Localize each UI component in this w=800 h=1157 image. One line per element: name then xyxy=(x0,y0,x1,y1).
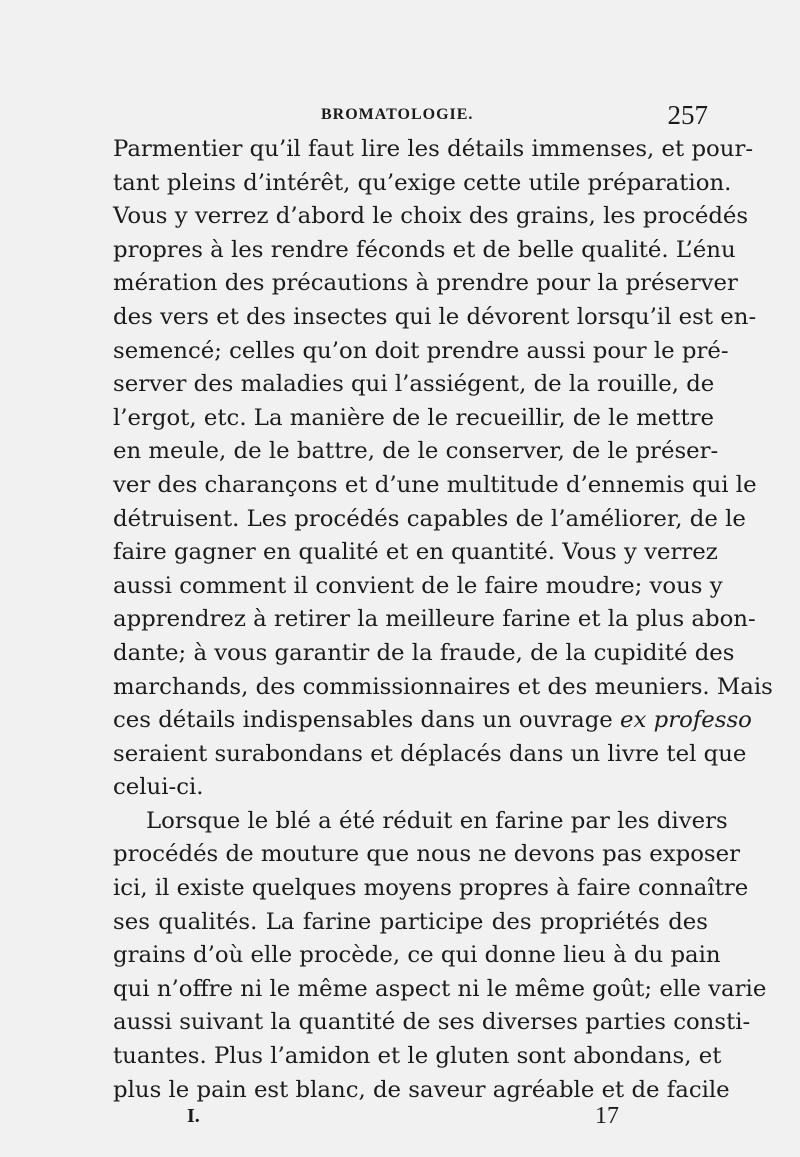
text-line: tuantes. Plus l’amidon et le gluten sont abondans, et xyxy=(113,1043,722,1070)
text-line: celui-ci. xyxy=(113,774,204,801)
text-line: ver des charançons et d’une multitude d’ennemis qui le xyxy=(113,471,757,498)
text-line: ces détails indispensables dans un ouvrage ex professo xyxy=(113,707,752,734)
signature-mark-gathering: 17 xyxy=(595,1103,619,1129)
text-line: dante; à vous garantir de la fraude, de la cupidité des xyxy=(113,639,735,666)
page-number: 257 xyxy=(667,100,708,130)
page-header xyxy=(113,100,708,130)
text-line: aussi suivant la quantité de ses diverses parties consti- xyxy=(113,1009,751,1036)
text-line: grains d’où elle procède, ce qui donne lieu à du pain xyxy=(113,942,721,969)
text-line: mération des précautions à prendre pour la préserver xyxy=(113,270,738,297)
text-line: tant pleins d’intérêt, qu’exige cette utile préparation. xyxy=(113,169,732,196)
text-line: Vous y verrez d’abord le choix des grains, les procédés xyxy=(113,203,749,230)
text-line: ici, il existe quelques moyens propres à faire connaître xyxy=(113,875,749,902)
text-line: Parmentier qu’il faut lire les détails immenses, et pour- xyxy=(113,136,754,162)
paragraph-2 xyxy=(113,805,767,1107)
text-line: faire gagner en qualité et en quantité. Vous y verrez xyxy=(113,539,718,566)
text-line: server des maladies qui l’assiégent, de la rouille, de xyxy=(113,371,715,398)
text-line: seraient surabondans et déplacés dans un livre tel que xyxy=(113,740,747,767)
text-line: aussi comment il convient de le faire moudre; vous y xyxy=(113,572,723,599)
text-line: procédés de mouture que nous ne devons pas exposer xyxy=(113,841,741,868)
text-line: plus le pain est blanc, de saveur agréable et de facile xyxy=(113,1076,730,1103)
text-line: marchands, des commissionnaires et des meuniers. Mais xyxy=(113,673,773,700)
text-line: des vers et des insectes qui le dévorent lorsqu’il est en- xyxy=(113,303,757,330)
page-footer xyxy=(113,1103,708,1137)
signature-mark-volume: I. xyxy=(187,1105,200,1127)
text-line: propres à les rendre féconds et de belle qualité. L’énu xyxy=(113,236,736,263)
text-line: détruisent. Les procédés capables de l’améliorer, de le xyxy=(113,505,746,532)
text-line: l’ergot, etc. La manière de le recueillir, de le mettre xyxy=(113,404,715,431)
text-line: ses qualités. La farine participe des propriétés des xyxy=(113,908,708,935)
text-line: apprendrez à retirer la meilleure farine et la plus abon- xyxy=(113,606,756,633)
text-line: en meule, de le battre, de le conserver, de le préser- xyxy=(113,438,719,465)
text-line: semencé; celles qu’on doit prendre aussi pour le pré- xyxy=(113,337,729,364)
text-line: qui n’offre ni le même aspect ni le même goût; elle varie xyxy=(113,975,767,1002)
running-head: BROMATOLOGIE. xyxy=(321,106,474,123)
text-line: Lorsque le blé a été réduit en farine par les divers xyxy=(146,807,728,834)
paragraph-1 xyxy=(113,133,773,805)
body-text xyxy=(113,133,773,1107)
